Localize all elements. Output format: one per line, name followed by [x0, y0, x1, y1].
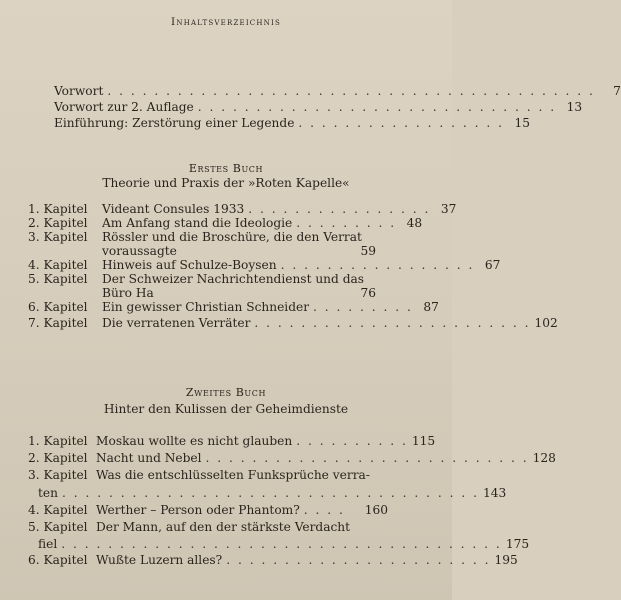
- chapter-title: Videant Consules 1933: [102, 202, 245, 216]
- chapter-entry: [28, 202, 457, 217]
- leader-dots: . . . . . . . . . . . . . . . . .: [280, 258, 475, 272]
- chapter-number: 7. Kapitel: [28, 316, 88, 330]
- chapter-entry: [28, 316, 558, 331]
- chapter-page: 59: [360, 244, 376, 258]
- chapter-page: 175: [505, 537, 530, 551]
- chapter-title: Hinweis auf Schulze-Boysen: [102, 258, 277, 272]
- entry-title: Vorwort: [54, 84, 104, 98]
- chapter-number: 6. Kapitel: [28, 300, 88, 314]
- chapter-number: 4. Kapitel: [28, 258, 88, 272]
- leader-dots: . . . . . . . . . . . . . . . . . . . . . . .: [226, 553, 491, 567]
- toc-entry: [54, 84, 621, 99]
- chapter-title: Werther – Person oder Phantom?: [96, 503, 300, 517]
- leader-dots: . . . . . . . . . . . . . . . . . . . . . . . . . . . .: [205, 451, 529, 465]
- book2-label: Zweites Buch: [185, 386, 267, 399]
- chapter-title: Der Schweizer Nachrichtendienst und das: [102, 272, 365, 286]
- leader-dots: . . . .: [303, 503, 345, 517]
- book1-subtitle: Theorie und Praxis der »Roten Kapelle«: [102, 176, 350, 190]
- chapter-title: Die verratenen Verräter: [102, 316, 251, 330]
- leader-dots: . . . . . . . . . .: [296, 434, 408, 448]
- chapter-title-continued: voraussagte: [102, 244, 177, 258]
- chapter-title: Der Mann, auf den der stärkste Verdacht: [96, 520, 351, 534]
- leader-dots: . . . . . . . . . . . . . . . . . . . . . . . . . . . . . . . . . . . . . .: [61, 537, 502, 551]
- leader-dots: . . . . . . . . . . . . . . . .: [248, 202, 431, 216]
- chapter-entry: [28, 468, 388, 483]
- toc-entry: [54, 116, 531, 131]
- chapter-title-continued: Büro Ha: [102, 286, 154, 300]
- chapter-title: Nacht und Nebel: [96, 451, 202, 465]
- chapter-entry: [28, 434, 436, 449]
- chapter-number: 5. Kapitel: [28, 272, 88, 286]
- chapter-page: 87: [423, 300, 439, 314]
- chapter-page: 143: [483, 486, 507, 500]
- chapter-title: Ein gewisser Christian Schneider: [102, 300, 310, 314]
- chapter-page: 37: [440, 202, 457, 216]
- chapter-entry: [28, 258, 501, 273]
- entry-title: Einführung: Zerstörung einer Legende: [54, 116, 295, 130]
- toc-entry: [54, 100, 583, 115]
- chapter-title: Rössler und die Broschüre, die den Verrat: [102, 230, 362, 244]
- chapter-entry: [28, 451, 556, 466]
- book2-subtitle: Hinter den Kulissen der Geheimdienste: [103, 402, 349, 416]
- chapter-entry-continuation: [28, 286, 376, 301]
- chapter-number: 5. Kapitel: [28, 520, 88, 534]
- chapter-title: Am Anfang stand die Ideologie: [102, 216, 293, 230]
- entry-page: 15: [514, 116, 531, 130]
- chapter-entry: [28, 520, 388, 535]
- chapter-number: 2. Kapitel: [28, 451, 88, 465]
- chapter-title: Wußte Luzern alles?: [96, 553, 223, 567]
- chapter-page: 115: [411, 434, 436, 448]
- toc-heading: Inhaltsverzeichnis: [171, 16, 281, 28]
- chapter-page: 160: [364, 503, 388, 517]
- chapter-page: 76: [360, 286, 376, 300]
- leader-dots: . . . . . . . . . . . . . . . . . . . . . . . . . . . . . . . . . . . .: [61, 486, 480, 500]
- chapter-entry: [28, 300, 439, 315]
- chapter-page: 67: [484, 258, 501, 272]
- chapter-number: 2. Kapitel: [28, 216, 88, 230]
- chapter-number: 1. Kapitel: [28, 202, 88, 216]
- chapter-number: 3. Kapitel: [28, 468, 88, 482]
- leader-dots: . . . . . . . . . . . . . . . . . . . . . . . . . . . . . . .: [197, 100, 557, 114]
- chapter-entry: [28, 272, 376, 287]
- leader-dots: . . . . . . . . .: [296, 216, 397, 230]
- chapter-entry-continuation: [28, 244, 376, 259]
- chapter-number: 1. Kapitel: [28, 434, 88, 448]
- chapter-page: 48: [406, 216, 423, 230]
- chapter-number: 4. Kapitel: [28, 503, 88, 517]
- chapter-entry: [28, 553, 518, 568]
- leader-dots: . . . . . . . . .: [313, 300, 413, 314]
- entry-page: 7: [613, 84, 621, 98]
- chapter-entry: [28, 216, 423, 231]
- chapter-title: Moskau wollte es nicht glauben: [96, 434, 293, 448]
- leader-dots: . . . . . . . . . . . . . . . . . .: [298, 116, 505, 130]
- leader-dots: . . . . . . . . . . . . . . . . . . . . . . . .: [254, 316, 531, 330]
- chapter-page: 102: [534, 316, 558, 330]
- chapter-entry-continuation: [28, 537, 530, 552]
- leader-dots: . . . . . . . . . . . . . . . . . . . . . . . . . . . . . . . . . . . . . . . . . .: [107, 84, 595, 98]
- chapter-page: 195: [494, 553, 518, 567]
- chapter-number: 3. Kapitel: [28, 230, 88, 244]
- book1-label: Erstes Buch: [188, 162, 264, 175]
- chapter-entry: [28, 503, 388, 518]
- chapter-number: 6. Kapitel: [28, 553, 88, 567]
- chapter-title: Was die entschlüsselten Funksprüche verra-: [96, 468, 370, 482]
- chapter-entry-continuation: [28, 486, 507, 501]
- entry-page: 13: [566, 100, 583, 114]
- chapter-title-continued: ten: [38, 486, 58, 500]
- chapter-title-continued: fiel: [38, 537, 58, 551]
- chapter-page: 128: [532, 451, 556, 465]
- entry-title: Vorwort zur 2. Auflage: [54, 100, 194, 114]
- chapter-entry: [28, 230, 376, 245]
